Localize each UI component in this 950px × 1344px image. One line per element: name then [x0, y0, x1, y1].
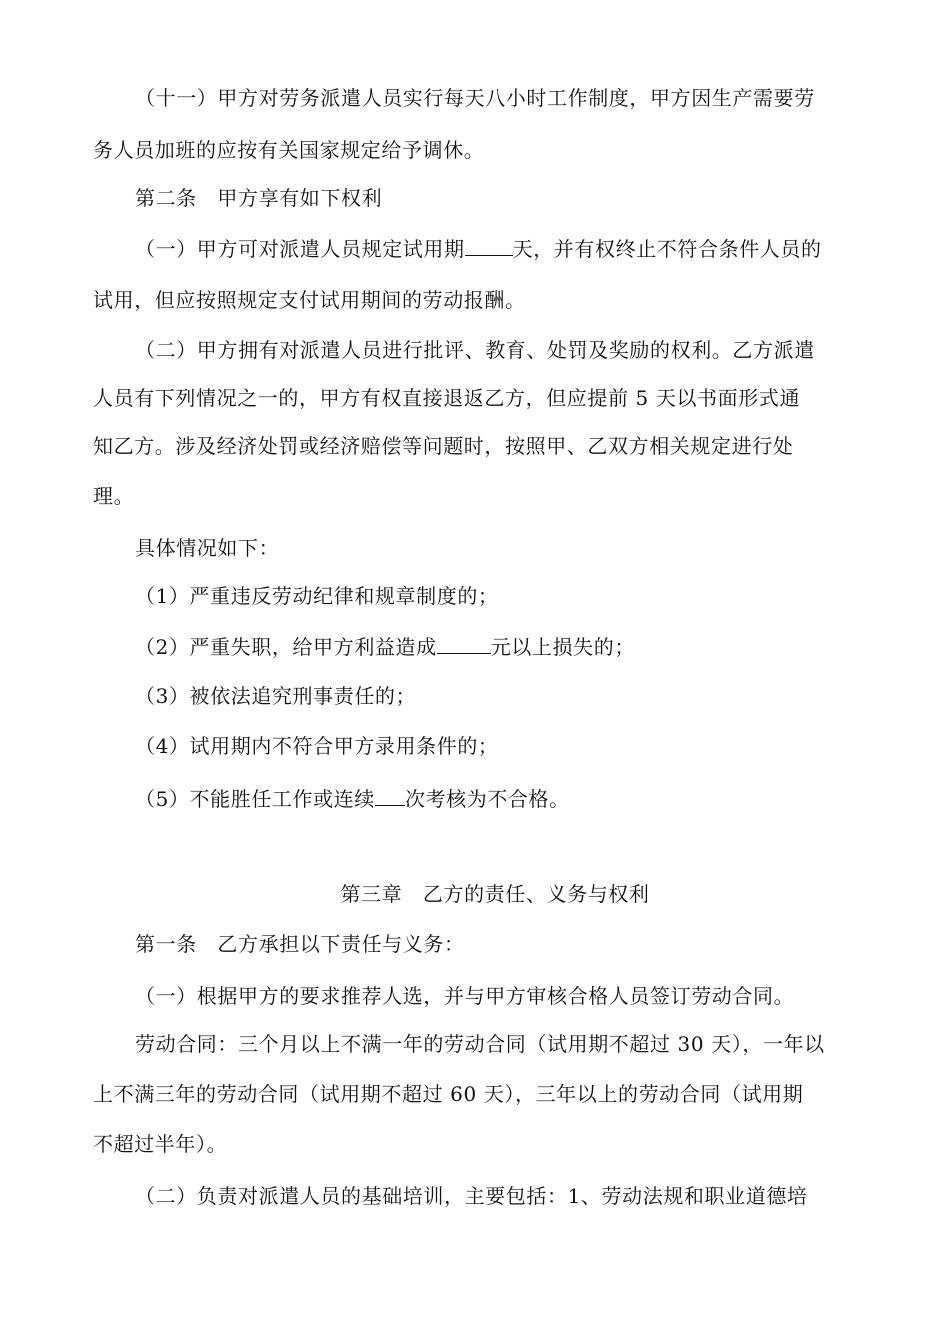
list-item-2-text-after-blank: 元以上损失的； — [490, 635, 635, 659]
clause-a2-line-3: 知乙方。涉及经济处罚或经济赔偿等问题时，按照甲、乙双方相关规定进行处 — [93, 434, 794, 458]
list-item-4: （4）试用期内不符合甲方录用条件的； — [135, 734, 499, 758]
chapter-3-title — [0, 881, 950, 907]
assessment-count-blank — [375, 785, 405, 806]
list-item-2 — [135, 633, 635, 660]
probation-days-blank — [465, 235, 513, 256]
clause-11-line-2: 务人员加班的应按有关国家规定给予调休。 — [93, 138, 485, 162]
clause-11-line-1: （十一）甲方对劳务派遣人员实行每天八小时工作制度，甲方因生产需要劳 — [135, 86, 815, 110]
labor-contract-line-1: 劳动合同：三个月以上不满一年的劳动合同（试用期不超过 30 天），一年以 — [135, 1032, 825, 1056]
clause-a2-line-2: 人员有下列情况之一的，甲方有权直接退返乙方，但应提前 5 天以书面形式通 — [93, 386, 801, 410]
loss-amount-blank — [437, 633, 491, 654]
ch3-article-1-heading: 第一条 乙方承担以下责任与义务： — [135, 932, 465, 956]
list-item-5-text-after-blank: 次考核为不合格。 — [404, 787, 570, 811]
list-item-5 — [135, 785, 570, 812]
clause-a1-text-before-blank: （一）甲方可对派遣人员规定试用期 — [135, 237, 465, 261]
list-item-5-text-before-blank: （5）不能胜任工作或连续 — [135, 787, 375, 811]
clause-a2-line-4: 理。 — [93, 484, 135, 508]
list-item-3: （3）被依法追究刑事责任的； — [135, 684, 417, 708]
labor-contract-line-2: 上不满三年的劳动合同（试用期不超过 60 天），三年以上的劳动合同（试用期 — [93, 1082, 804, 1106]
chapter-3-title-text: 第三章 乙方的责任、义务与权利 — [340, 882, 650, 906]
labor-contract-line-3: 不超过半年）。 — [93, 1132, 228, 1156]
clause-a1-text-after-blank: 天，并有权终止不符合条件人员的 — [512, 237, 822, 261]
clause-b1: （一）根据甲方的要求推荐人选，并与甲方审核合格人员签订劳动合同。 — [135, 984, 795, 1008]
list-item-2-text-before-blank: （2）严重失职，给甲方利益造成 — [135, 635, 437, 659]
details-intro: 具体情况如下： — [135, 536, 280, 560]
clause-a2-line-1: （二）甲方拥有对派遣人员进行批评、教育、处罚及奖励的权利。乙方派遣 — [135, 338, 815, 362]
clause-a1-line-2: 试用，但应按照规定支付试用期间的劳动报酬。 — [93, 288, 526, 312]
clause-a1-line-1 — [135, 235, 822, 262]
list-item-1: （1）严重违反劳动纪律和规章制度的； — [135, 584, 499, 608]
article-2-heading: 第二条 甲方享有如下权利 — [135, 186, 383, 210]
clause-b2: （二）负责对派遣人员的基础培训，主要包括：1、劳动法规和职业道德培 — [135, 1184, 808, 1208]
